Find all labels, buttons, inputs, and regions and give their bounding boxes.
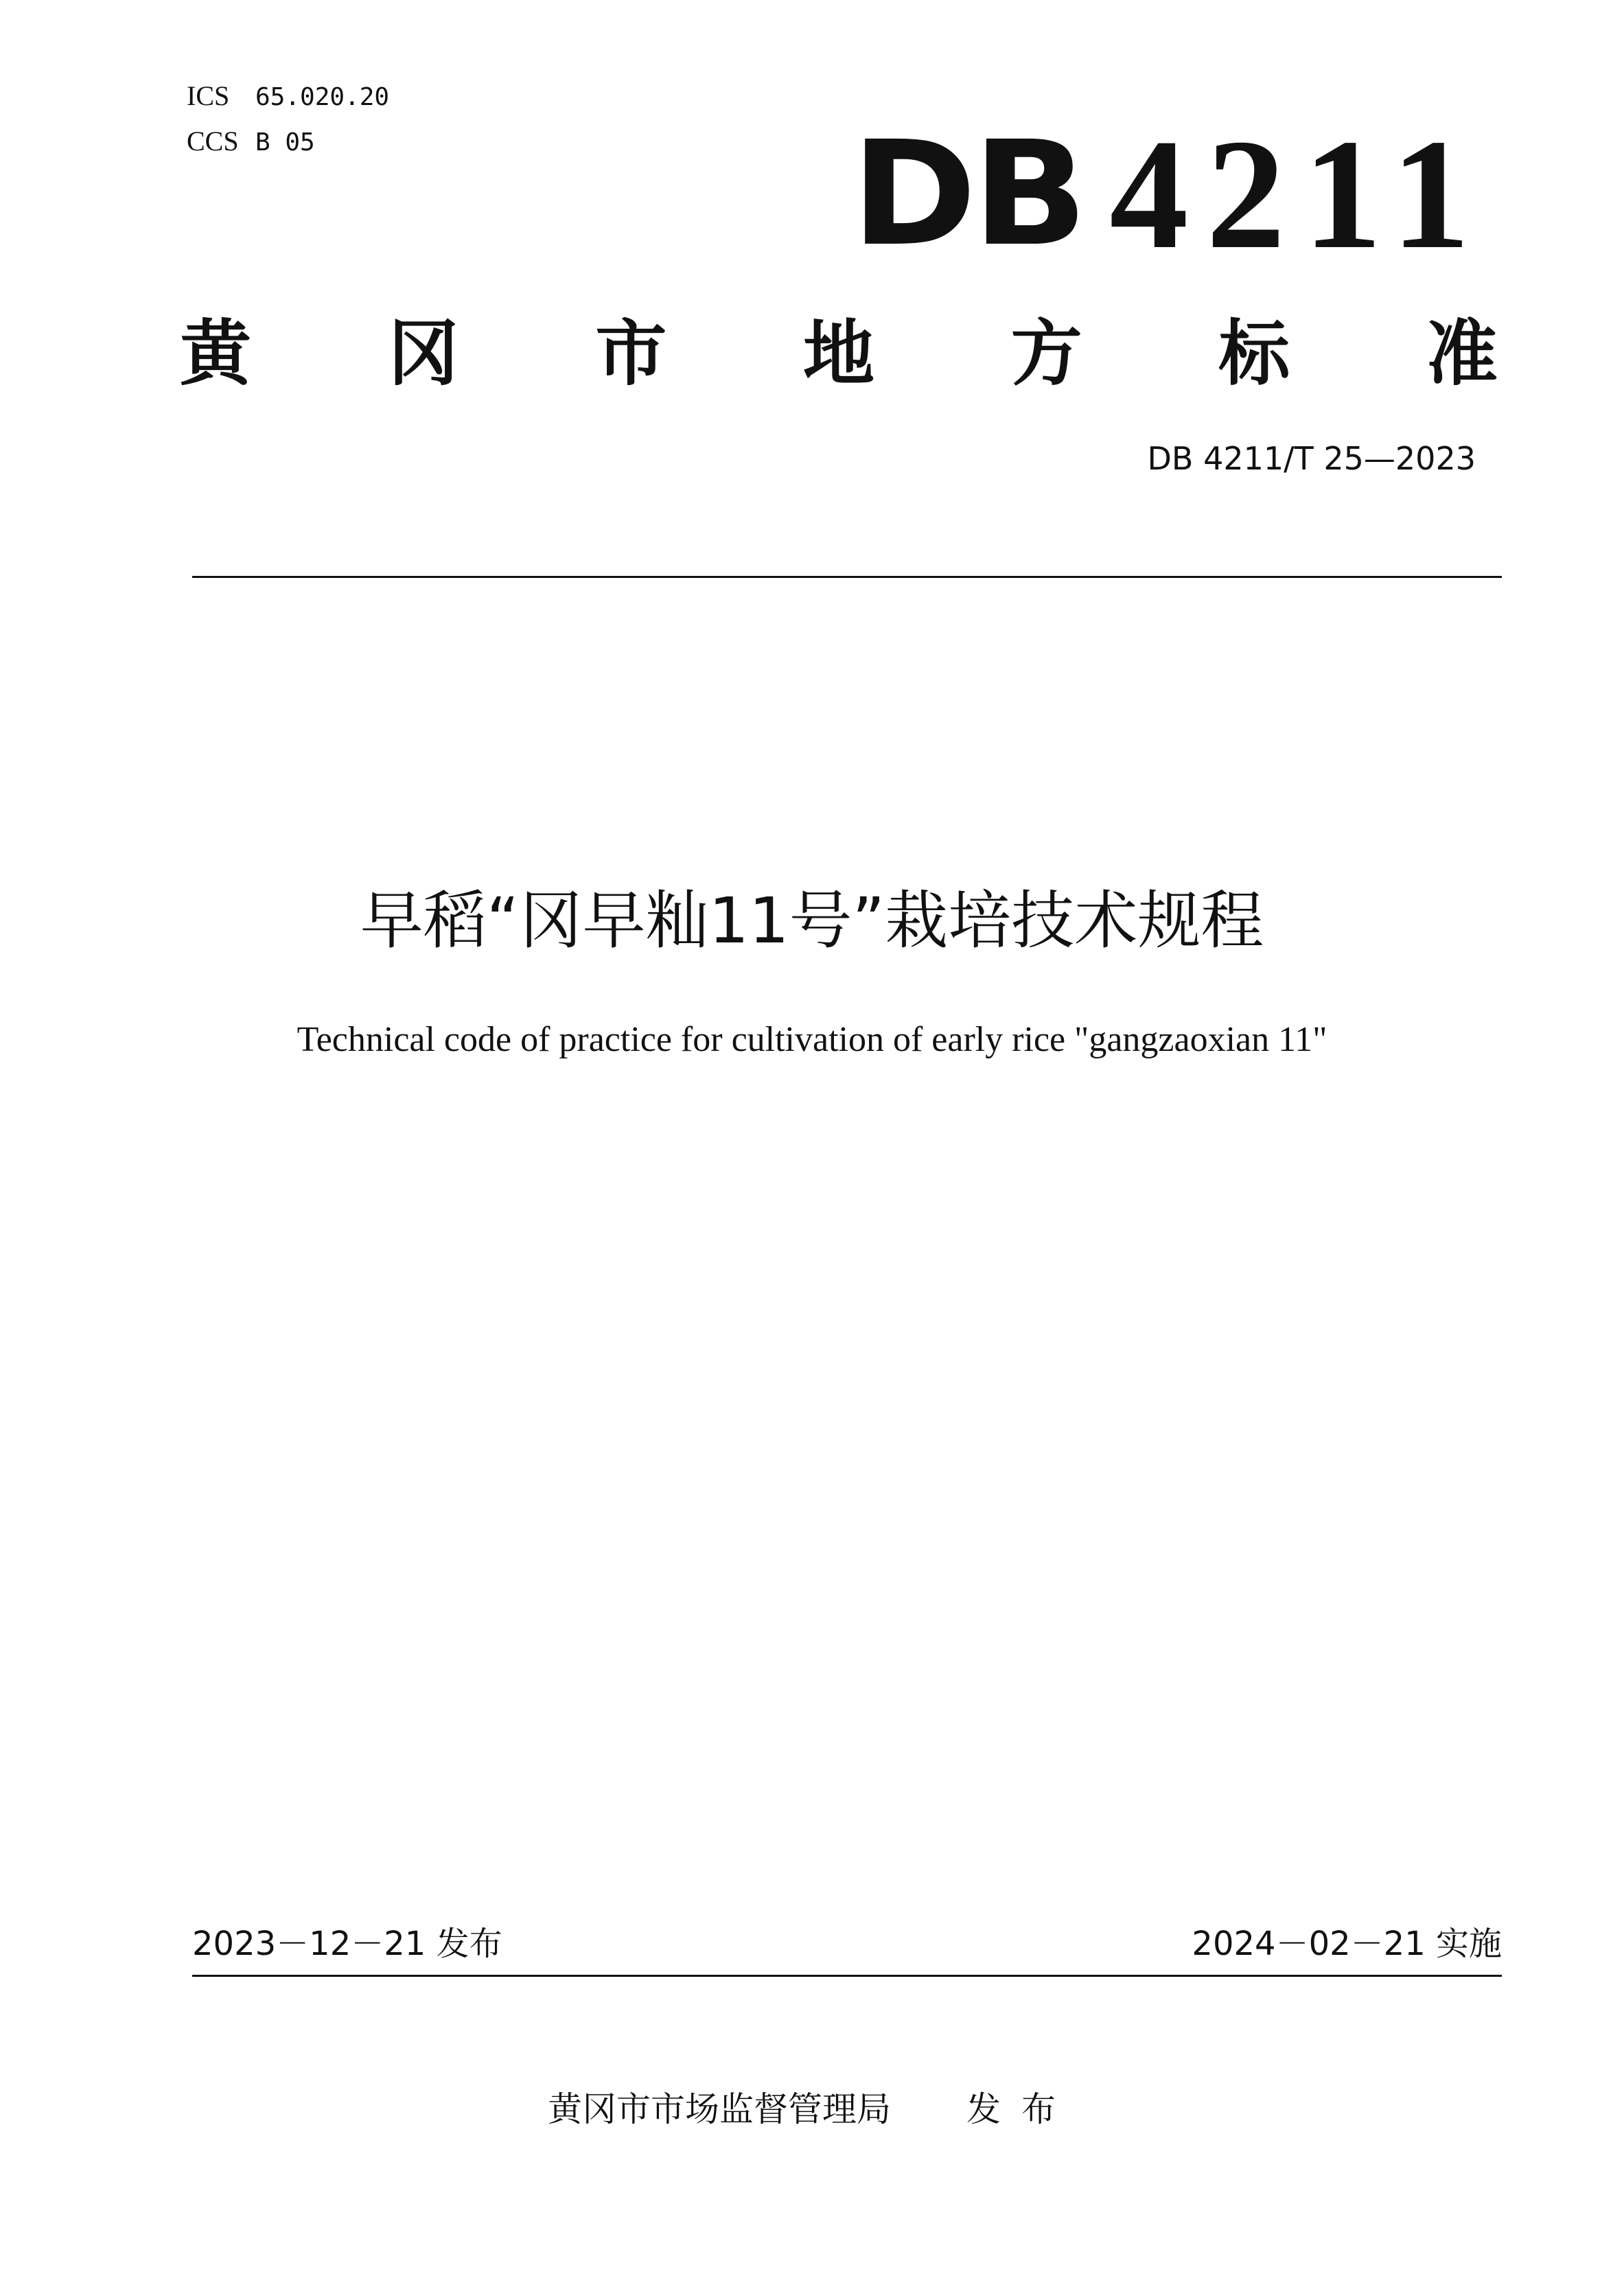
ccs-label: CCS	[187, 126, 239, 156]
standard-title-char: 方	[1010, 312, 1082, 395]
standard-title-char: 市	[595, 312, 667, 395]
issue-date: 2023－12－21 发布	[192, 1925, 502, 1963]
db-logo	[851, 106, 1488, 281]
standard-title-char: 标	[1218, 312, 1290, 395]
publisher-line	[0, 2087, 1624, 2132]
bottom-divider	[192, 1975, 1502, 1977]
publisher-organization: 黄冈市市场监督管理局	[548, 2089, 891, 2129]
standard-title-char: 准	[1426, 312, 1498, 395]
standard-title-char: 冈	[387, 312, 459, 395]
top-divider	[192, 576, 1502, 578]
document-title-chinese: 早稻“冈早籼11号”栽培技术规程	[360, 884, 1264, 958]
effective-date: 2024－02－21 实施	[1192, 1925, 1502, 1963]
standard-number: DB 4211/T 25—2023	[1147, 440, 1476, 477]
publisher-verb: 发布	[966, 2089, 1076, 2129]
classification-codes	[187, 74, 389, 165]
ccs-value: B 05	[255, 128, 315, 156]
ics-value: 65.020.20	[255, 83, 390, 111]
db-logo-letters: DB	[851, 110, 1084, 278]
ics-label: ICS	[187, 80, 230, 111]
standard-title-char: 地	[802, 312, 874, 395]
standard-title-char: 黄	[180, 312, 252, 395]
db-logo-number: 4211	[1109, 106, 1488, 281]
ccs-row	[187, 119, 389, 165]
ics-row	[187, 74, 389, 119]
standard-type-title	[180, 309, 1498, 398]
document-title-english: Technical code of practice for cultivation of early rice "gangzaoxian 11"	[297, 1020, 1327, 1059]
